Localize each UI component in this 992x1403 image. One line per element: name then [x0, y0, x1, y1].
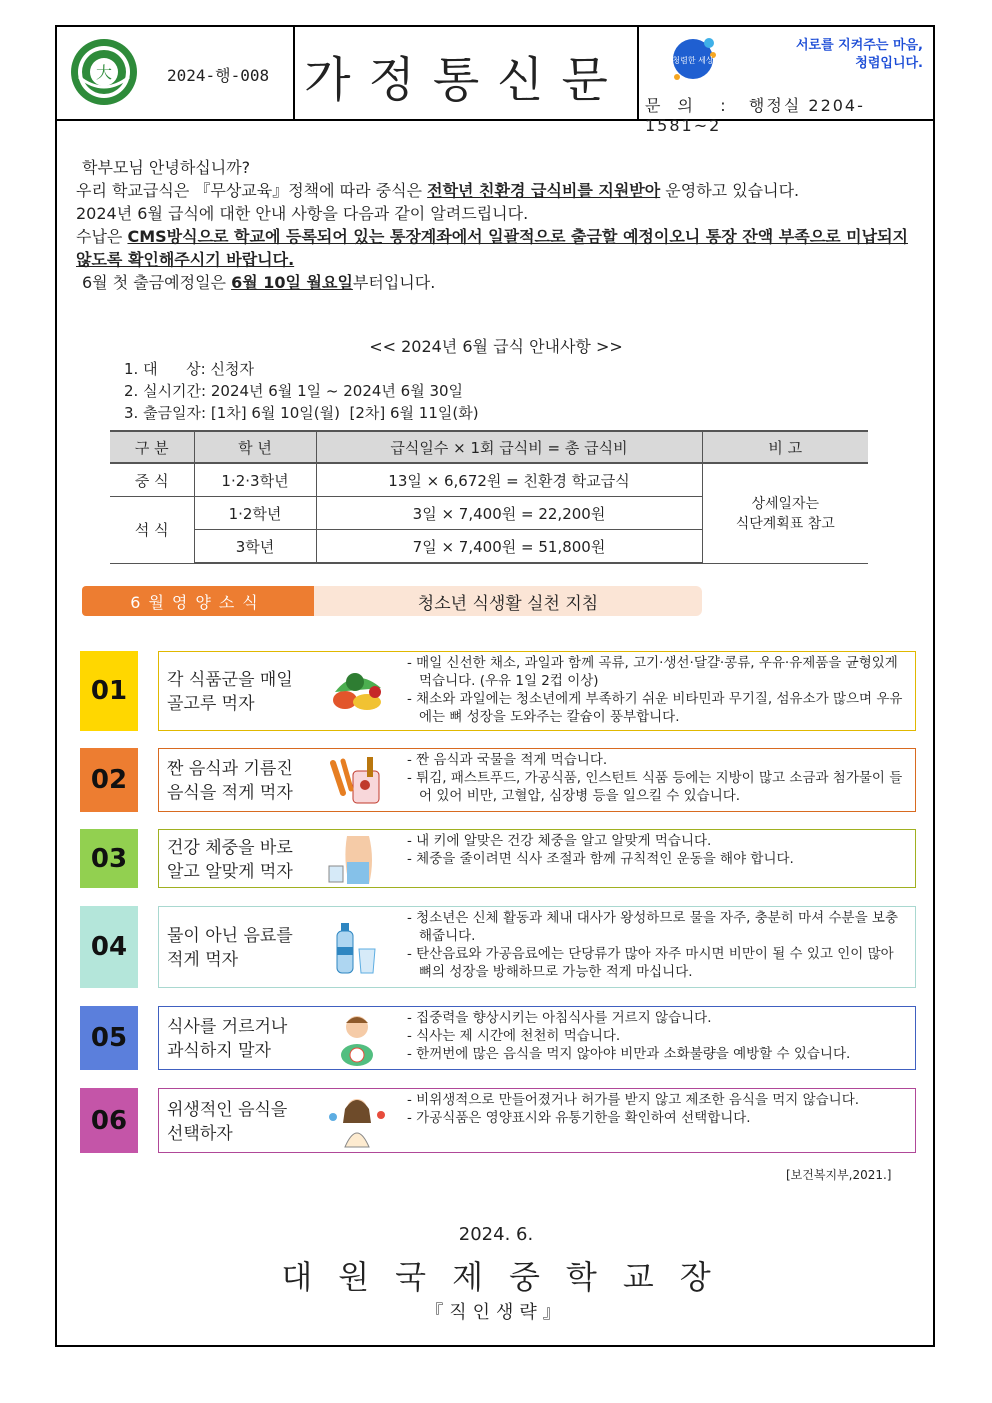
guideline-number: 02	[80, 748, 138, 812]
contact-label: 문 의	[645, 96, 699, 115]
guideline-box	[158, 651, 916, 731]
guideline-box	[158, 1006, 916, 1070]
guideline-title-line: 물이 아닌 음료를	[167, 926, 293, 946]
intro-line-5: 6월 첫 출금예정일은 6월 10일 월요일부터입니다.	[82, 273, 436, 292]
grade-cell: 1·2·3학년	[194, 463, 316, 497]
slogan-line-2: 청렴입니다.	[855, 56, 923, 71]
intro-line-4: 수납은 CMS방식으로 학교에 등록되어 있는 통장계좌에서 일괄적으로 출금할 예정이오니 통장 잔액 부족으로 미납되지 않도록 확인해주시기 바랍니다.	[76, 227, 908, 269]
guideline-number: 05	[80, 1006, 138, 1070]
guideline-title	[167, 668, 293, 716]
guideline-point: - 집중력을 향상시키는 아침식사를 거르지 않습니다.	[407, 1010, 712, 1026]
header-contact-cell	[637, 27, 933, 135]
header-cell: 구 분	[110, 431, 194, 463]
guideline-title	[167, 1098, 287, 1146]
greeting: 학부모님 안녕하십니까?	[82, 158, 251, 177]
intro-text	[76, 156, 916, 294]
note-cell	[702, 463, 868, 563]
guideline-title	[167, 836, 293, 884]
guideline-points	[407, 1091, 909, 1127]
badge-text: 청렴한 세상	[672, 56, 714, 65]
meal-type-cell: 중 식	[110, 463, 194, 497]
guideline-points	[407, 654, 909, 726]
guideline-title-line: 적게 먹자	[167, 950, 239, 970]
guideline-points	[407, 832, 909, 868]
intro-line-2: 우리 학교급식은 『무상교육』정책에 따라 중식은 전학년 친환경 급식비를 지원받아 운영하고 있습니다.	[76, 181, 800, 200]
table-header-row	[110, 431, 868, 463]
guideline-row	[80, 829, 920, 888]
grade-cell: 1·2학년	[194, 497, 316, 530]
guideline-point: - 청소년은 신체 활동과 체내 대사가 왕성하므로 물을 자주, 충분히 마셔 수분을 보충해줍니다.	[407, 910, 899, 944]
guideline-point: - 식사는 제 시간에 천천히 먹습니다.	[407, 1028, 621, 1044]
guideline-title-line: 위생적인 음식을	[167, 1099, 288, 1120]
cms-notice: CMS방식으로 학교에 등록되어 있는 통장계좌에서 일괄적으로 출금할 예정이오니 통장 잔액 부족으로 미납되지 않도록 확인해주시기 바랍니다.	[76, 227, 908, 269]
guideline-point: - 가공식품은 영양표시와 유통기한을 확인하여 선택합니다.	[407, 1110, 751, 1126]
nutrition-tag: 6월영양소식	[82, 586, 314, 616]
guideline-title-line: 각 식품군을 매일	[167, 670, 293, 690]
slogan	[796, 37, 923, 73]
body-weight-icon	[325, 832, 389, 888]
source-citation: [보건복지부,2021.]	[786, 1168, 892, 1182]
contact-separator: :	[720, 96, 728, 115]
guideline-points	[407, 751, 909, 805]
guideline-title	[167, 924, 293, 972]
slogan-line-1: 서로를 지켜주는 마음,	[795, 38, 923, 53]
integrity-badge-icon	[667, 33, 721, 87]
guideline-title-line: 짠 음식과 기름진	[167, 759, 293, 779]
guide-item: 3. 출금일자: [1차] 6월 10일(월) [2차] 6월 11일(화)	[124, 404, 479, 422]
guideline-point: - 튀김, 패스트푸드, 가공식품, 인스턴트 식품 등에는 지방이 많고 소금과 첨가물이 들어 있어 비만, 고혈압, 심장병 등을 일으킬 수 있습니다.	[407, 770, 903, 804]
meal-type-cell: 석 식	[110, 497, 194, 564]
seal-omitted: 『직인생략』	[425, 1302, 567, 1323]
subsidy-highlight: 전학년 친환경 급식비를 지원받아	[427, 181, 661, 200]
first-withdrawal-date: 6월 10일 월요일	[231, 273, 353, 292]
guideline-box	[158, 748, 916, 812]
contact-info	[645, 93, 933, 135]
guideline-box	[158, 906, 916, 988]
guideline-row	[80, 906, 920, 988]
guideline-number: 06	[80, 1088, 138, 1153]
guideline-number: 04	[80, 906, 138, 988]
fried-food-icon	[325, 753, 389, 809]
guideline-title-line: 식사를 거르거나	[167, 1017, 288, 1037]
nutrition-heading: 청소년 식생활 실천 지침	[314, 586, 702, 616]
guideline-point: - 내 키에 알맞은 건강 체중을 알고 알맞게 먹습니다.	[407, 833, 712, 849]
header	[57, 27, 933, 135]
header-cell: 비 고	[702, 431, 868, 463]
calc-cell: 13일 × 6,672원 = 친환경 학교급식	[316, 463, 702, 497]
header-cell: 학 년	[194, 431, 316, 463]
guideline-row	[80, 1088, 920, 1153]
document-number: 2024-행-008	[167, 66, 270, 85]
fee-table	[110, 430, 868, 564]
logo-glyph: 大	[95, 63, 113, 82]
guideline-box	[158, 829, 916, 888]
vegetables-icon	[325, 662, 389, 718]
guideline-title-line: 음식을 적게 먹자	[167, 783, 293, 803]
guide-item: 1. 대 상: 신청자	[124, 360, 254, 378]
guideline-point: - 매일 신선한 채소, 과일과 함께 곡류, 고기·생선·달걀·콩류, 우유·유제품을 균형있게 먹습니다. (우유 1일 2컵 이상)	[407, 655, 898, 689]
guideline-title-line: 건강 체중을 바로	[167, 837, 293, 858]
guide-title: << 2024년 6월 급식 안내사항 >>	[369, 337, 623, 356]
guideline-row	[80, 1006, 920, 1070]
calc-cell: 7일 × 7,400원 = 51,800원	[316, 530, 702, 564]
guide-items	[124, 358, 479, 424]
page-title: 가정통신문	[304, 52, 626, 108]
guideline-title-line: 선택하자	[167, 1123, 233, 1144]
header-logo-cell	[57, 27, 295, 119]
guideline-point: - 탄산음료와 가공음료에는 단당류가 많아 자주 마시면 비만이 될 수 있고 인이 많아 뼈의 성장을 방해하므로 가능한 적게 마십니다.	[407, 946, 894, 980]
guideline-box	[158, 1088, 916, 1153]
guideline-point: - 비위생적으로 만들어졌거나 허가를 받지 않고 제조한 음식을 먹지 않습니다.	[407, 1092, 860, 1108]
water-bottle-icon	[325, 919, 389, 975]
issue-date: 2024. 6.	[458, 1224, 534, 1245]
guideline-title-line: 알고 알맞게 먹자	[167, 861, 293, 882]
contact-office: 행정실	[748, 96, 802, 115]
guide-item: 2. 실시기간: 2024년 6월 1일 ~ 2024년 6월 30일	[124, 382, 464, 400]
guideline-title	[167, 757, 293, 805]
header-title-cell	[293, 27, 639, 119]
table-row	[110, 463, 868, 497]
intro-line-3: 2024년 6월 급식에 대한 안내 사항을 다음과 같이 알려드립니다.	[76, 204, 529, 223]
guideline-point: - 체중을 줄이려면 식사 조절과 함께 규칙적인 운동을 해야 합니다.	[407, 851, 794, 867]
guideline-points	[407, 909, 909, 981]
guideline-points	[407, 1009, 909, 1063]
guideline-number: 01	[80, 651, 138, 731]
calc-cell: 3일 × 7,400원 = 22,200원	[316, 497, 702, 530]
header-cell: 급식일수 × 1회 급식비 = 총 급식비	[316, 431, 702, 463]
guideline-row	[80, 651, 920, 731]
guideline-point: - 채소와 과일에는 청소년에게 부족하기 쉬운 비타민과 무기질, 섬유소가 많으며 우유에는 뼈 성장을 도와주는 칼슘이 풍부합니다.	[407, 691, 903, 725]
guideline-title-line: 과식하지 말자	[167, 1041, 271, 1061]
guideline-row	[80, 748, 920, 812]
principal-name: 대원국제중학교장	[281, 1258, 737, 1296]
grade-cell: 3학년	[194, 530, 316, 564]
guideline-point: - 짠 음식과 국물을 적게 먹습니다.	[407, 752, 608, 768]
guideline-number: 03	[80, 829, 138, 888]
note-line-2: 식단계획표 참고	[735, 516, 835, 533]
school-logo-icon	[69, 37, 139, 107]
guideline-title	[167, 1015, 287, 1063]
guideline-title-line: 골고루 먹자	[167, 694, 255, 714]
guideline-point: - 한꺼번에 많은 음식을 먹지 않아야 비만과 소화불량을 예방할 수 있습니다.	[407, 1046, 851, 1062]
contact-phone: 2204-1581~2	[645, 96, 865, 135]
eating-boy-icon	[325, 1011, 389, 1067]
note-line-1: 상세일자는	[751, 496, 820, 513]
hygiene-girl-icon	[325, 1093, 389, 1149]
